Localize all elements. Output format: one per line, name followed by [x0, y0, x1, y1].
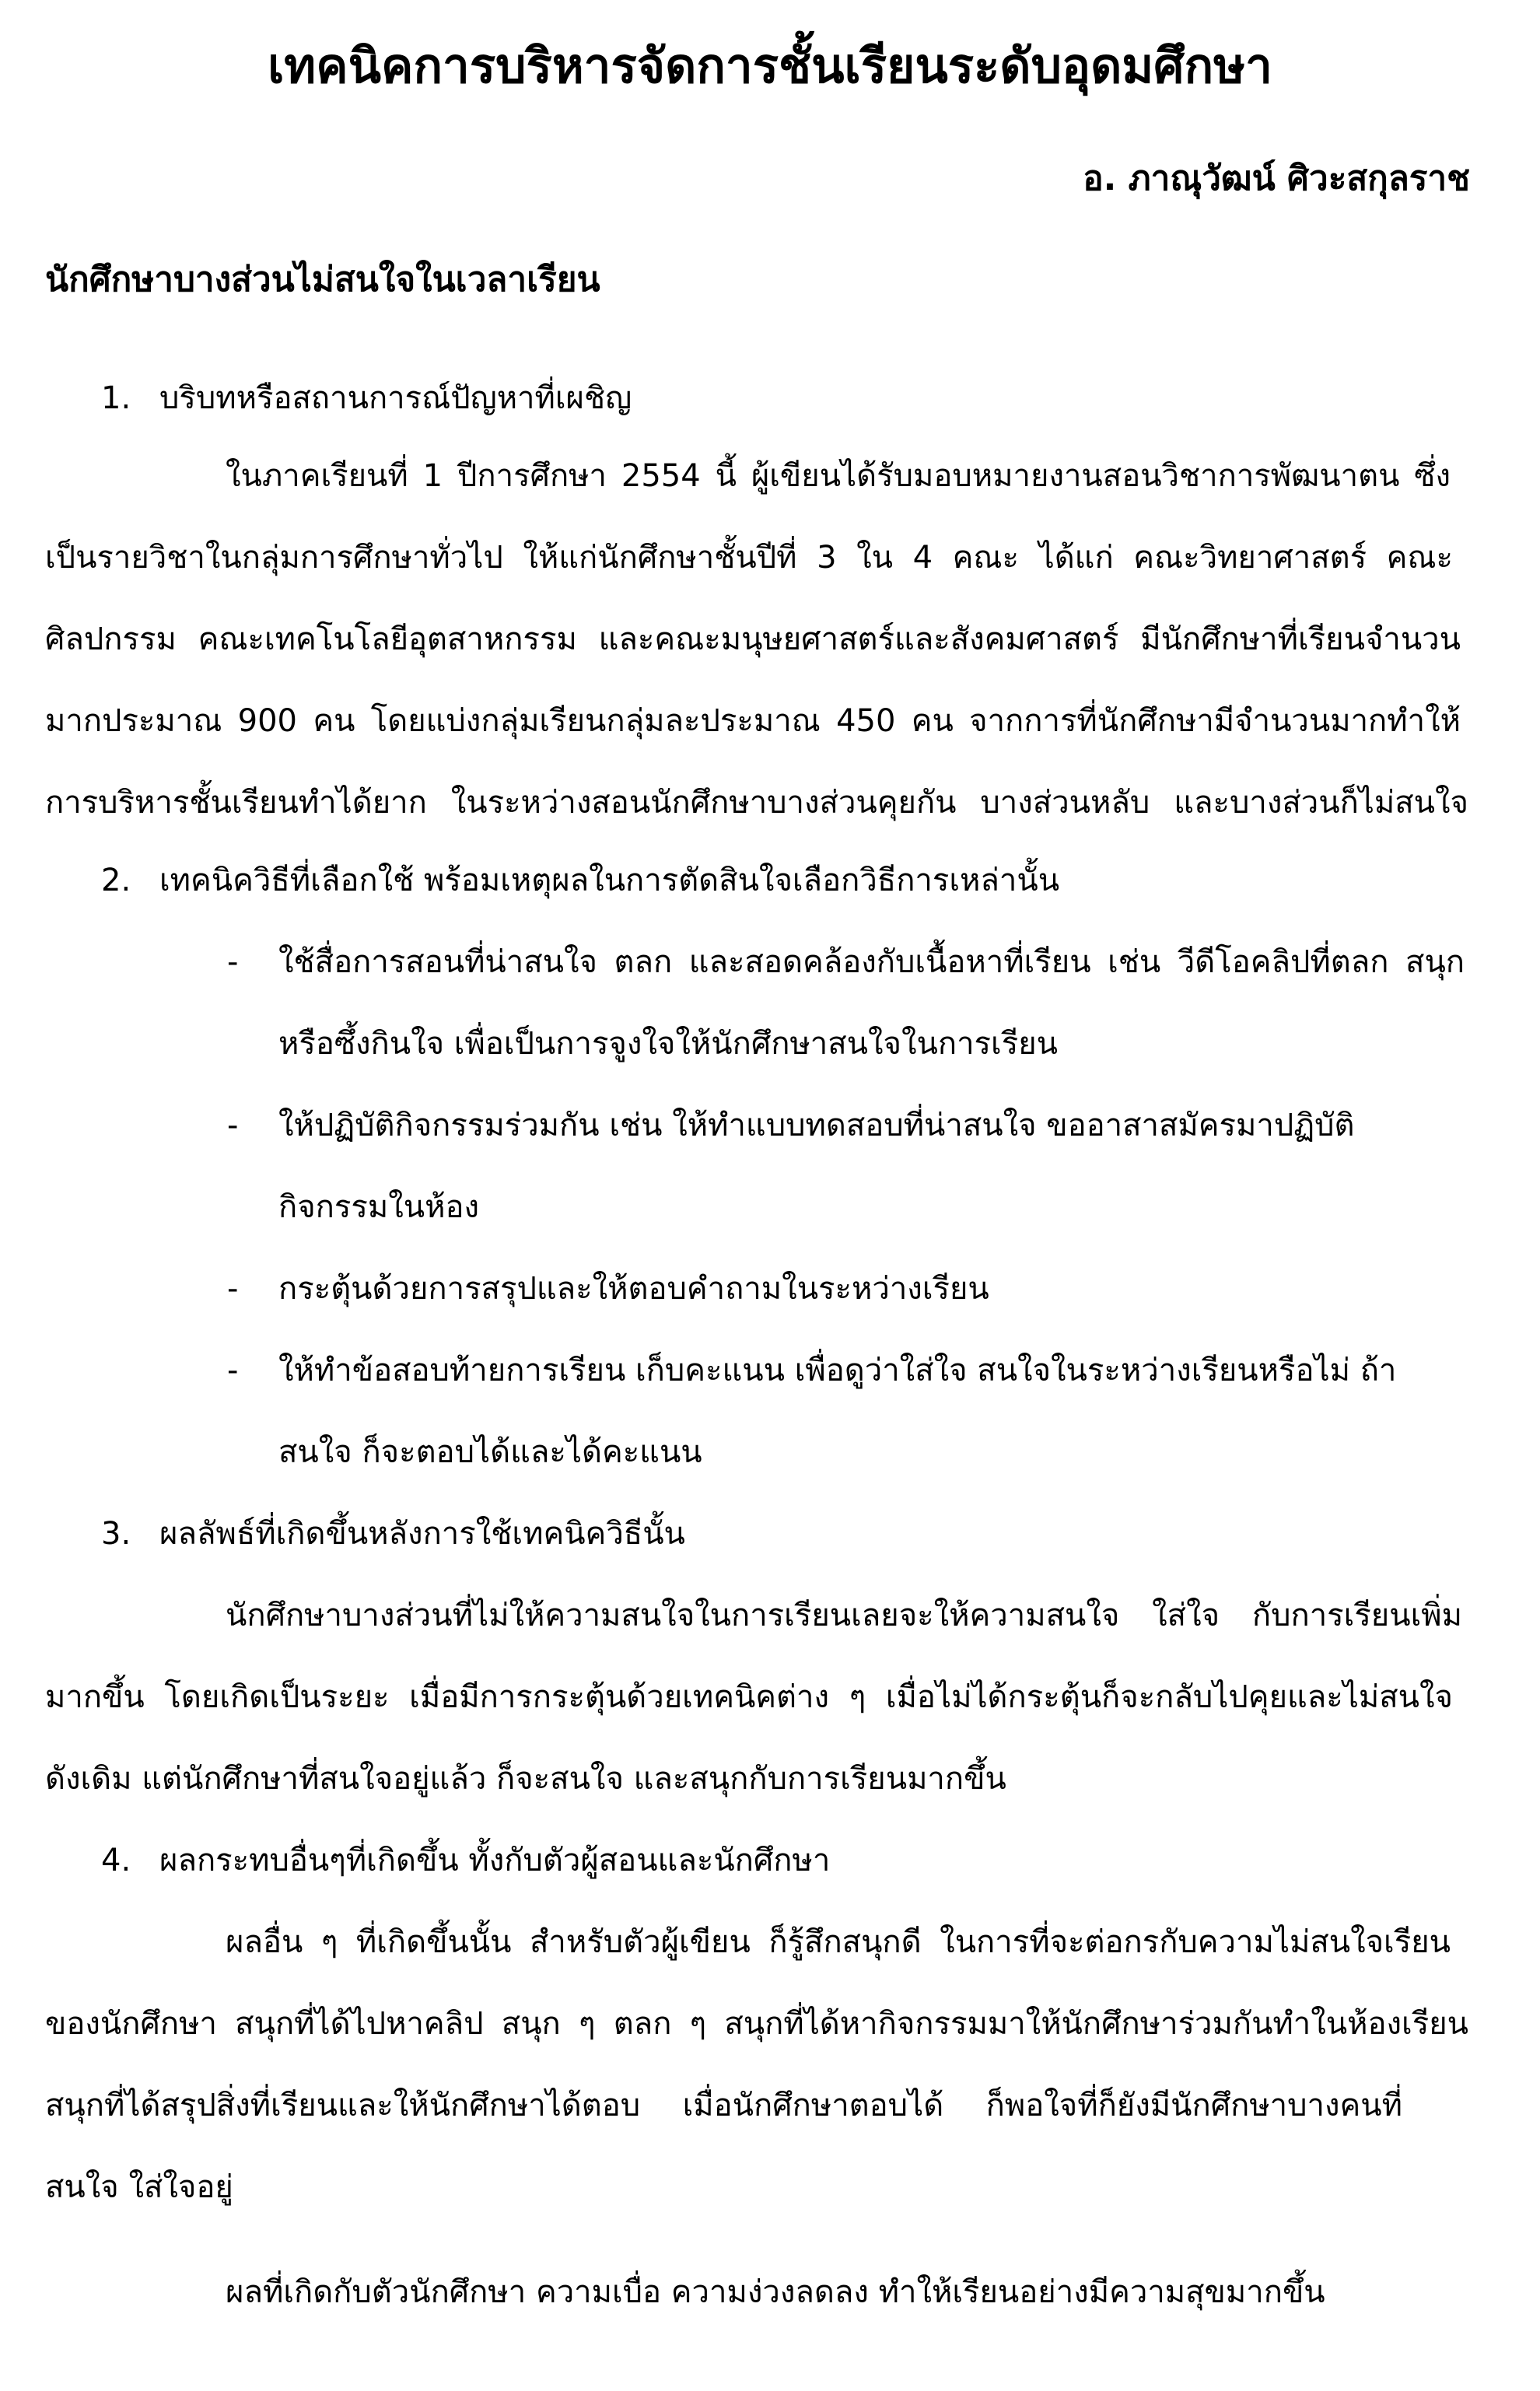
author-name: อ. ภาณุวัฒน์ ศิวะสกุลราช: [1083, 159, 1470, 198]
section-4-paragraph-line: ผลอื่น ๆ ที่เกิดขึ้นนั้น สำหรับตัวผู้เขียน ก็รู้สึกสนุกดี ในการที่จะต่อกรกับความไม่สนใจเรียน: [226, 1924, 1451, 1960]
section-3-title: ผลลัพธ์ที่เกิดขึ้นหลังการใช้เทคนิควิธีนั้น: [159, 1516, 685, 1552]
section-1-paragraph-line: ในภาคเรียนที่ 1 ปีการศึกษา 2554 นี้ ผู้เขียนได้รับมอบหมายงานสอนวิชาการพัฒนาตน ซึ่ง: [226, 458, 1451, 494]
section-2-title: เทคนิควิธีที่เลือกใช้ พร้อมเหตุผลในการตัดสินใจเลือกวิธีการเหล่านั้น: [159, 863, 1060, 898]
section-4-paragraph-line: สนใจ ใส่ใจอยู่: [45, 2169, 233, 2205]
section-1-paragraph-line: เป็นรายวิชาในกลุ่มการศึกษาทั่วไป ให้แก่นักศึกษาชั้นปีที่ 3 ใน 4 คณะ ได้แก่ คณะวิทยาศาสตร์ คณะ: [45, 540, 1453, 576]
section-4-paragraph-line: สนุกที่ได้สรุปสิ่งที่เรียนและให้นักศึกษาได้ตอบ เมื่อนักศึกษาตอบได้ ก็พอใจที่ก็ยังมีนักศึกษาบางคนที่: [45, 2088, 1402, 2123]
section-4-title: ผลกระทบอื่นๆที่เกิดขึ้น ทั้งกับตัวผู้สอนและนักศึกษา: [159, 1843, 831, 1878]
section-3-paragraph-line: ดังเดิม แต่นักศึกษาที่สนใจอยู่แล้ว ก็จะสนใจ และสนุกกับการเรียนมากขึ้น: [45, 1761, 1006, 1797]
bullet-marker: -: [227, 1353, 239, 1388]
bullet-marker: -: [227, 944, 239, 980]
bullet-item-line: สนใจ ก็จะตอบได้และได้คะแนน: [278, 1434, 702, 1470]
section-2-number: 2.: [101, 863, 131, 898]
section-1-title: บริบทหรือสถานการณ์ปัญหาที่เผชิญ: [159, 380, 632, 416]
section-3-number: 3.: [101, 1516, 131, 1552]
section-4-paragraph-2: ผลที่เกิดกับตัวนักศึกษา ความเบื่อ ความง่วงลดลง ทำให้เรียนอย่างมีความสุขมากขึ้น: [226, 2274, 1325, 2310]
section-3-paragraph-line: นักศึกษาบางส่วนที่ไม่ให้ความสนใจในการเรียนเลยจะให้ความสนใจ ใส่ใจ กับการเรียนเพิ่ม: [226, 1598, 1462, 1633]
section-1-paragraph-line: ศิลปกรรม คณะเทคโนโลยีอุตสาหกรรม และคณะมนุษยศาสตร์และสังคมศาสตร์ มีนักศึกษาที่เรียนจำนวน: [45, 621, 1461, 657]
bullet-marker: -: [227, 1108, 239, 1143]
section-4-paragraph-line: ของนักศึกษา สนุกที่ได้ไปหาคลิป สนุก ๆ ตลก ๆ สนุกที่ได้หากิจกรรมมาให้นักศึกษาร่วมกันทำในห้องเรียน: [45, 2006, 1468, 2042]
bullet-item-line: ให้ปฏิบัติกิจกรรมร่วมกัน เช่น ให้ทำแบบทดสอบที่น่าสนใจ ขออาสาสมัครมาปฏิบัติ: [278, 1108, 1355, 1143]
bullet-item-line: กิจกรรมในห้อง: [278, 1189, 480, 1225]
bullet-item-line: ให้ทำข้อสอบท้ายการเรียน เก็บคะแนน เพื่อดูว่าใส่ใจ สนใจในระหว่างเรียนหรือไม่ ถ้า: [278, 1353, 1397, 1388]
section-1-paragraph-line: มากประมาณ 900 คน โดยแบ่งกลุ่มเรียนกลุ่มละประมาณ 450 คน จากการที่นักศึกษามีจำนวนมากทำให้: [45, 703, 1461, 739]
document-title: เทคนิคการบริหารจัดการชั้นเรียนระดับอุดมศึกษา: [268, 37, 1272, 94]
bullet-item-line: หรือซึ้งกินใจ เพื่อเป็นการจูงใจให้นักศึกษาสนใจในการเรียน: [278, 1026, 1058, 1062]
section-3-paragraph-line: มากขึ้น โดยเกิดเป็นระยะ เมื่อมีการกระตุ้นด้วยเทคนิคต่าง ๆ เมื่อไม่ได้กระตุ้นก็จะกลับไปคุยและไม่สนใจ: [45, 1679, 1453, 1715]
section-1-number: 1.: [101, 380, 131, 416]
section-1-paragraph-line: การบริหารชั้นเรียนทำได้ยาก ในระหว่างสอนนักศึกษาบางส่วนคุยกัน บางส่วนหลับ และบางส่วนก็ไม่สนใจ: [45, 785, 1468, 821]
section-4-number: 4.: [101, 1843, 131, 1878]
bullet-marker: -: [227, 1271, 239, 1307]
bullet-item-line: ใช้สื่อการสอนที่น่าสนใจ ตลก และสอดคล้องกับเนื้อหาที่เรียน เช่น วีดีโอคลิปที่ตลก สนุก: [278, 944, 1465, 980]
topic-heading: นักศึกษาบางส่วนไม่สนใจในเวลาเรียน: [45, 260, 600, 299]
bullet-item-line: กระตุ้นด้วยการสรุปและให้ตอบคำถามในระหว่างเรียน: [278, 1271, 989, 1307]
